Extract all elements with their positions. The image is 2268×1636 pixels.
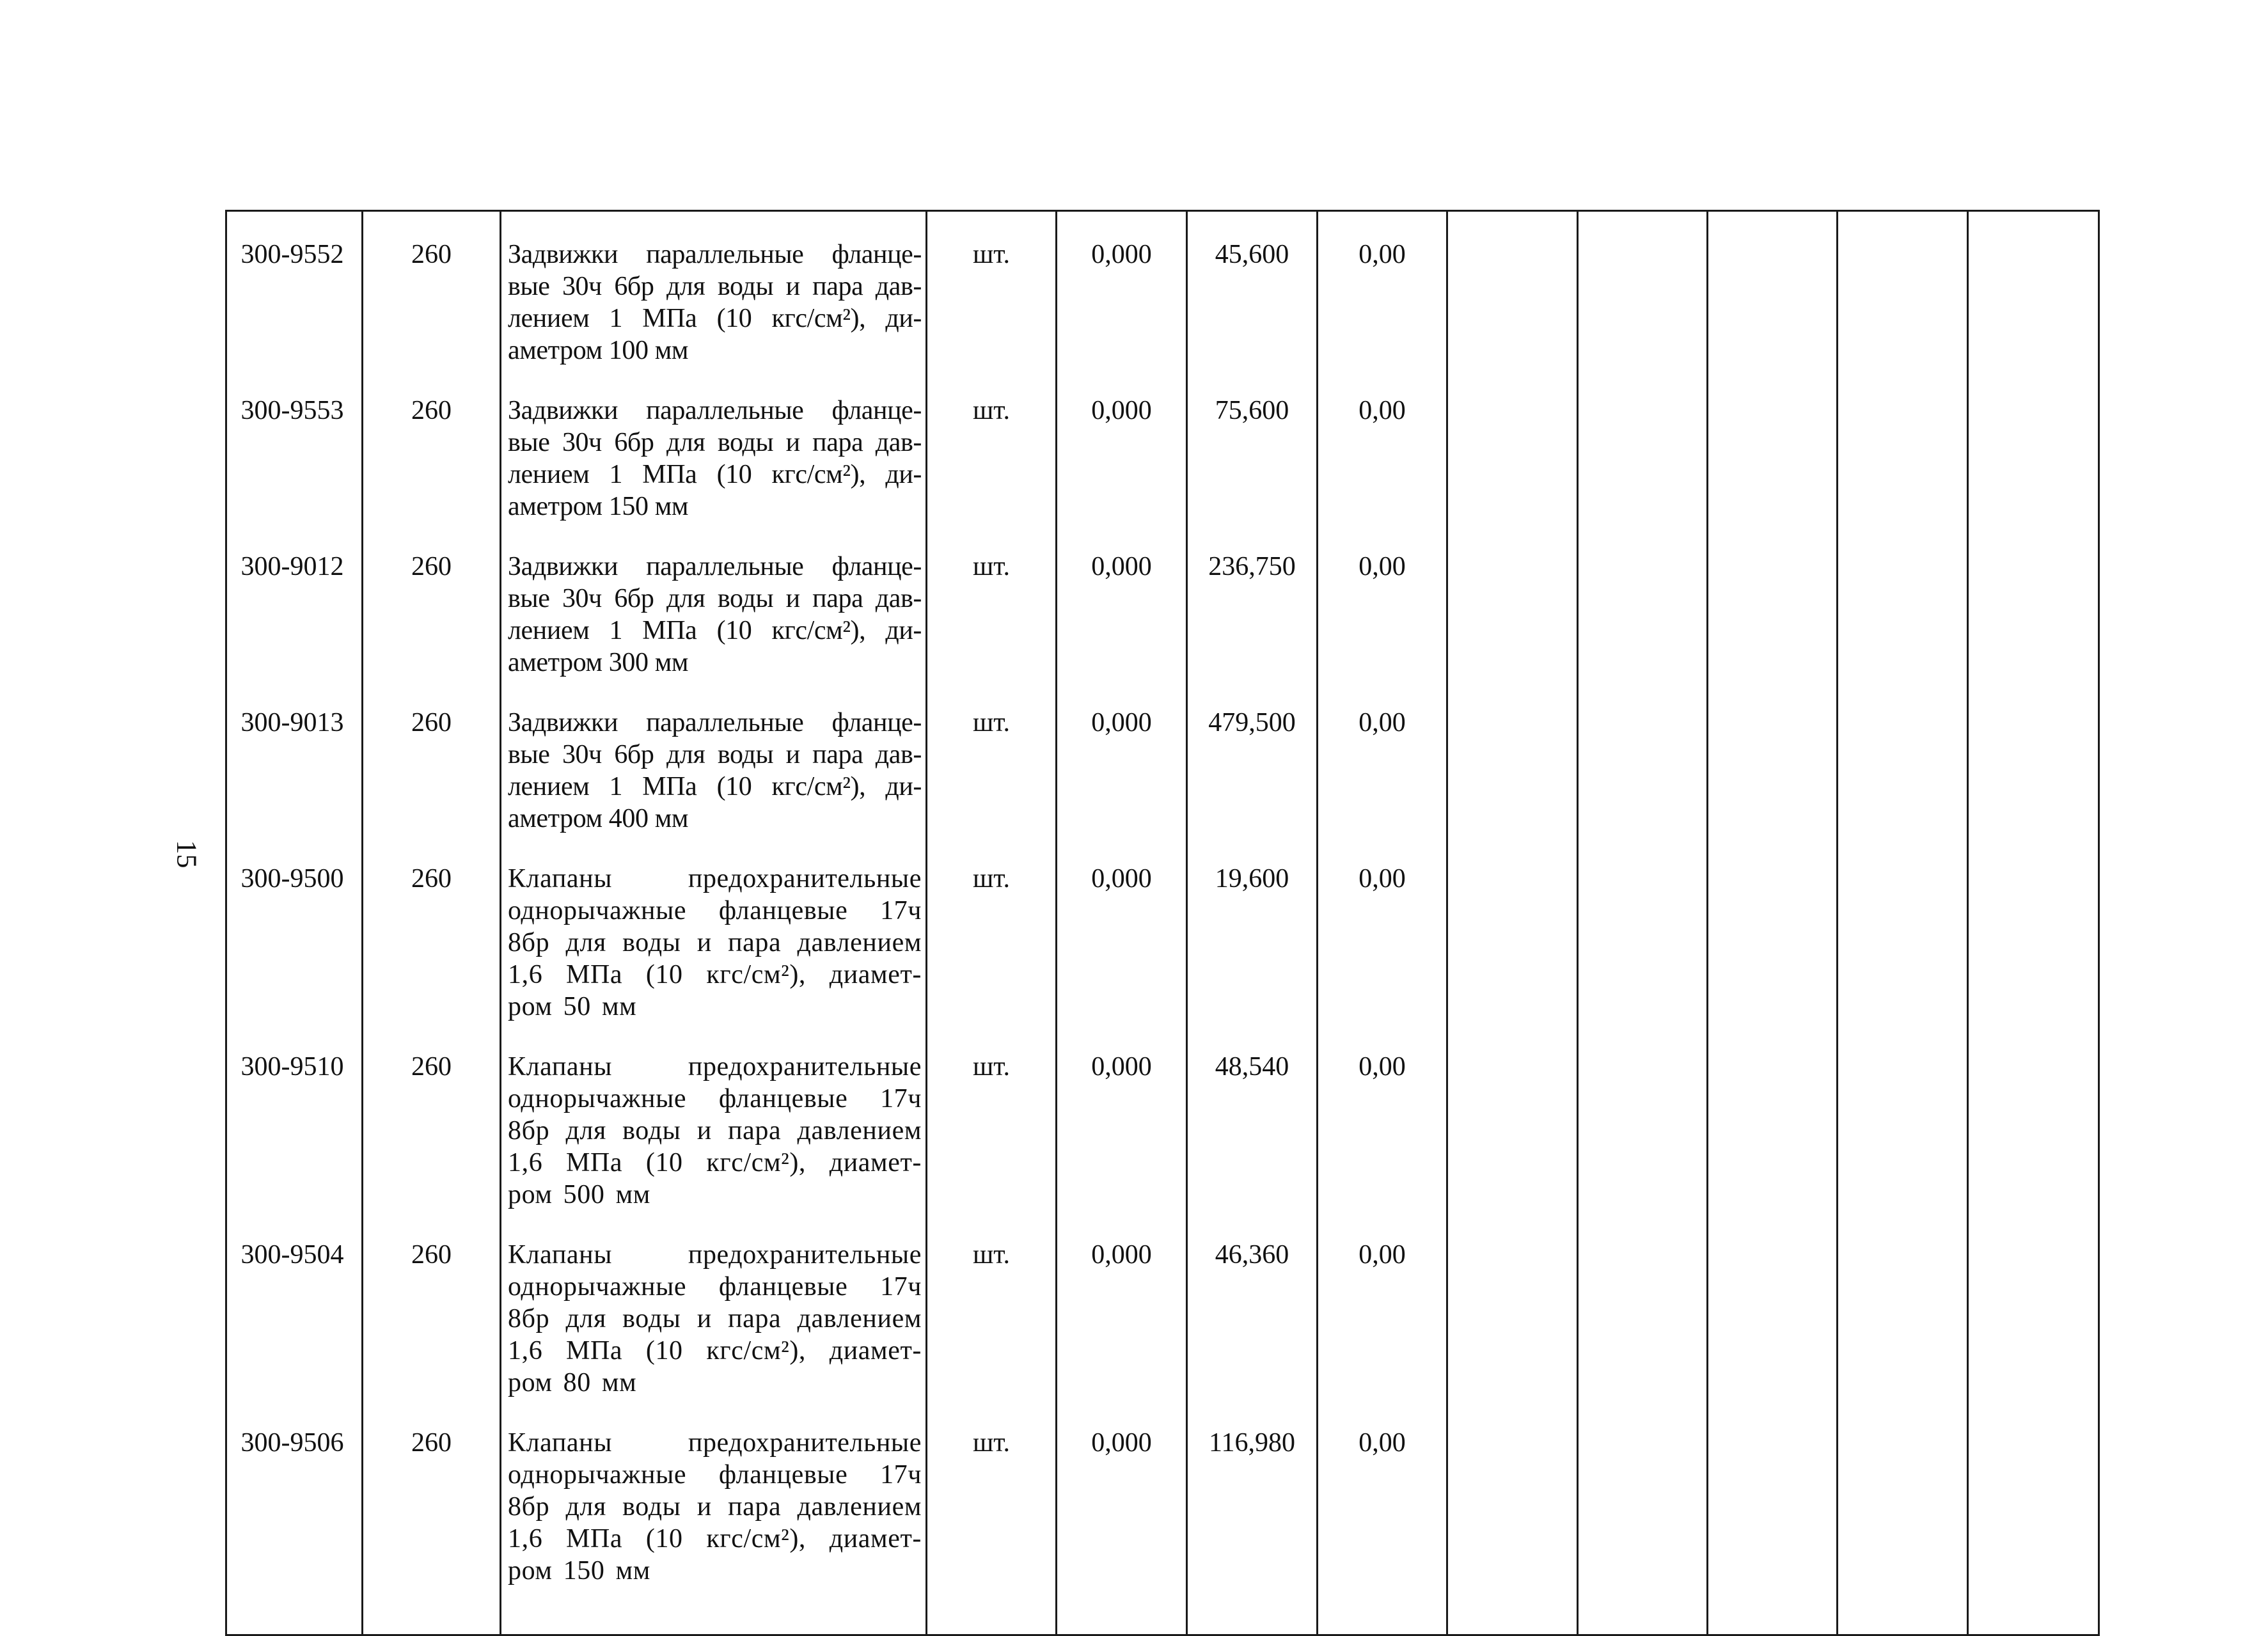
value-2: 46,360 [1187,1211,1318,1399]
empty-cell [1447,523,1578,679]
empty-cell [1578,211,1708,367]
table-body [226,211,2099,1635]
value-2: 236,750 [1187,523,1318,679]
description-line: лением 1 МПа (10 кгс/см²), ди- [508,460,922,489]
unit-of-measure: шт. [927,1023,1057,1211]
item-description [501,523,927,679]
value-3: 0,00 [1318,679,1447,835]
table-row [226,1211,2099,1399]
resource-code: 300-9510 [226,1023,363,1211]
description-line: ром 50 мм [508,992,637,1021]
value-2: 479,500 [1187,679,1318,835]
description-line: аметром 400 мм [508,804,689,833]
description-line: Клапаны предохранительные [508,1240,922,1270]
empty-cell [1968,211,2099,367]
group-number: 260 [363,1399,501,1635]
value-1: 0,000 [1057,1399,1187,1635]
description-line: однорычажные фланцевые 17ч [508,1460,922,1490]
table-row [226,835,2099,1023]
item-description [501,1023,927,1211]
value-3: 0,00 [1318,366,1447,523]
unit-of-measure: шт. [927,211,1057,367]
description-line: 1,6 МПа (10 кгс/см²), диамет- [508,960,922,989]
empty-cell [1838,1211,1968,1399]
price-table [225,210,2100,1636]
empty-cell [1578,679,1708,835]
description-line: 8бр для воды и пара давлением [508,1116,922,1145]
item-description [501,1211,927,1399]
empty-cell [1578,523,1708,679]
description-line: ром 80 мм [508,1368,637,1397]
resource-code: 300-9504 [226,1211,363,1399]
empty-cell [1447,1399,1578,1635]
description-line: 8бр для воды и пара давлением [508,928,922,957]
description-line: ром 150 мм [508,1556,650,1585]
empty-cell [1968,1399,2099,1635]
empty-cell [1708,1023,1838,1211]
empty-cell [1838,523,1968,679]
resource-code: 300-9506 [226,1399,363,1635]
unit-of-measure: шт. [927,1211,1057,1399]
description-line: 1,6 МПа (10 кгс/см²), диамет- [508,1524,922,1553]
group-number: 260 [363,211,501,367]
resource-code: 300-9013 [226,679,363,835]
unit-of-measure: шт. [927,835,1057,1023]
item-description [501,211,927,367]
item-description [501,835,927,1023]
value-1: 0,000 [1057,835,1187,1023]
description-line: однорычажные фланцевые 17ч [508,1084,922,1113]
description-line: Задвижки параллельные фланце- [508,240,922,269]
empty-cell [1968,523,2099,679]
description-line: аметром 100 мм [508,336,689,365]
value-2: 45,600 [1187,211,1318,367]
description-line: Клапаны предохранительные [508,1428,922,1458]
item-description [501,1399,927,1635]
empty-cell [1968,366,2099,523]
group-number: 260 [363,835,501,1023]
value-2: 75,600 [1187,366,1318,523]
description-line: 8бр для воды и пара давлением [508,1304,922,1333]
empty-cell [1968,835,2099,1023]
empty-cell [1708,523,1838,679]
group-number: 260 [363,366,501,523]
empty-cell [1447,366,1578,523]
description-line: аметром 300 мм [508,648,689,677]
empty-cell [1447,1023,1578,1211]
value-2: 19,600 [1187,835,1318,1023]
description-line: вые 30ч 6бр для воды и пара дав- [508,740,922,769]
value-1: 0,000 [1057,1023,1187,1211]
empty-cell [1447,835,1578,1023]
item-description [501,366,927,523]
description-line: Клапаны предохранительные [508,864,922,893]
value-2: 116,980 [1187,1399,1318,1635]
value-1: 0,000 [1057,679,1187,835]
description-line: Задвижки параллельные фланце- [508,396,922,425]
table-row [226,1399,2099,1635]
empty-cell [1838,679,1968,835]
unit-of-measure: шт. [927,1399,1057,1635]
empty-cell [1838,366,1968,523]
value-3: 0,00 [1318,1211,1447,1399]
unit-of-measure: шт. [927,679,1057,835]
empty-cell [1708,679,1838,835]
empty-cell [1578,1023,1708,1211]
empty-cell [1968,679,2099,835]
description-line: однорычажные фланцевые 17ч [508,1272,922,1302]
empty-cell [1838,1023,1968,1211]
empty-cell [1968,1211,2099,1399]
description-line: аметром 150 мм [508,492,689,521]
group-number: 260 [363,679,501,835]
resource-code: 300-9012 [226,523,363,679]
empty-cell [1578,366,1708,523]
empty-cell [1838,1399,1968,1635]
table-row [226,1023,2099,1211]
empty-cell [1578,1211,1708,1399]
empty-cell [1838,835,1968,1023]
group-number: 260 [363,1211,501,1399]
description-line: Клапаны предохранительные [508,1052,922,1081]
empty-cell [1968,1023,2099,1211]
item-description [501,679,927,835]
empty-cell [1708,1211,1838,1399]
table-row [226,366,2099,523]
description-line: 8бр для воды и пара давлением [508,1492,922,1522]
value-3: 0,00 [1318,523,1447,679]
value-3: 0,00 [1318,1399,1447,1635]
description-line: 1,6 МПа (10 кгс/см²), диамет- [508,1148,922,1177]
value-3: 0,00 [1318,1023,1447,1211]
table-row [226,211,2099,367]
value-3: 0,00 [1318,835,1447,1023]
empty-cell [1708,211,1838,367]
table-row [226,523,2099,679]
description-line: однорычажные фланцевые 17ч [508,896,922,925]
resource-code: 300-9552 [226,211,363,367]
empty-cell [1447,211,1578,367]
description-line: ром 500 мм [508,1180,650,1209]
empty-cell [1708,1399,1838,1635]
value-2: 48,540 [1187,1023,1318,1211]
description-line: Задвижки параллельные фланце- [508,708,922,737]
resource-code: 300-9500 [226,835,363,1023]
empty-cell [1578,1399,1708,1635]
empty-cell [1447,1211,1578,1399]
resource-code: 300-9553 [226,366,363,523]
value-1: 0,000 [1057,211,1187,367]
value-3: 0,00 [1318,211,1447,367]
page-number: 15 [171,840,203,869]
description-line: вые 30ч 6бр для воды и пара дав- [508,272,922,301]
empty-cell [1838,211,1968,367]
description-line: лением 1 МПа (10 кгс/см²), ди- [508,772,922,801]
empty-cell [1578,835,1708,1023]
description-line: Задвижки параллельные фланце- [508,552,922,581]
value-1: 0,000 [1057,366,1187,523]
description-line: лением 1 МПа (10 кгс/см²), ди- [508,304,922,333]
unit-of-measure: шт. [927,523,1057,679]
value-1: 0,000 [1057,1211,1187,1399]
table-row [226,679,2099,835]
description-line: вые 30ч 6бр для воды и пара дав- [508,584,922,613]
empty-cell [1708,835,1838,1023]
group-number: 260 [363,1023,501,1211]
empty-cell [1708,366,1838,523]
group-number: 260 [363,523,501,679]
empty-cell [1447,679,1578,835]
unit-of-measure: шт. [927,366,1057,523]
description-line: 1,6 МПа (10 кгс/см²), диамет- [508,1336,922,1365]
description-line: лением 1 МПа (10 кгс/см²), ди- [508,616,922,645]
value-1: 0,000 [1057,523,1187,679]
description-line: вые 30ч 6бр для воды и пара дав- [508,428,922,457]
